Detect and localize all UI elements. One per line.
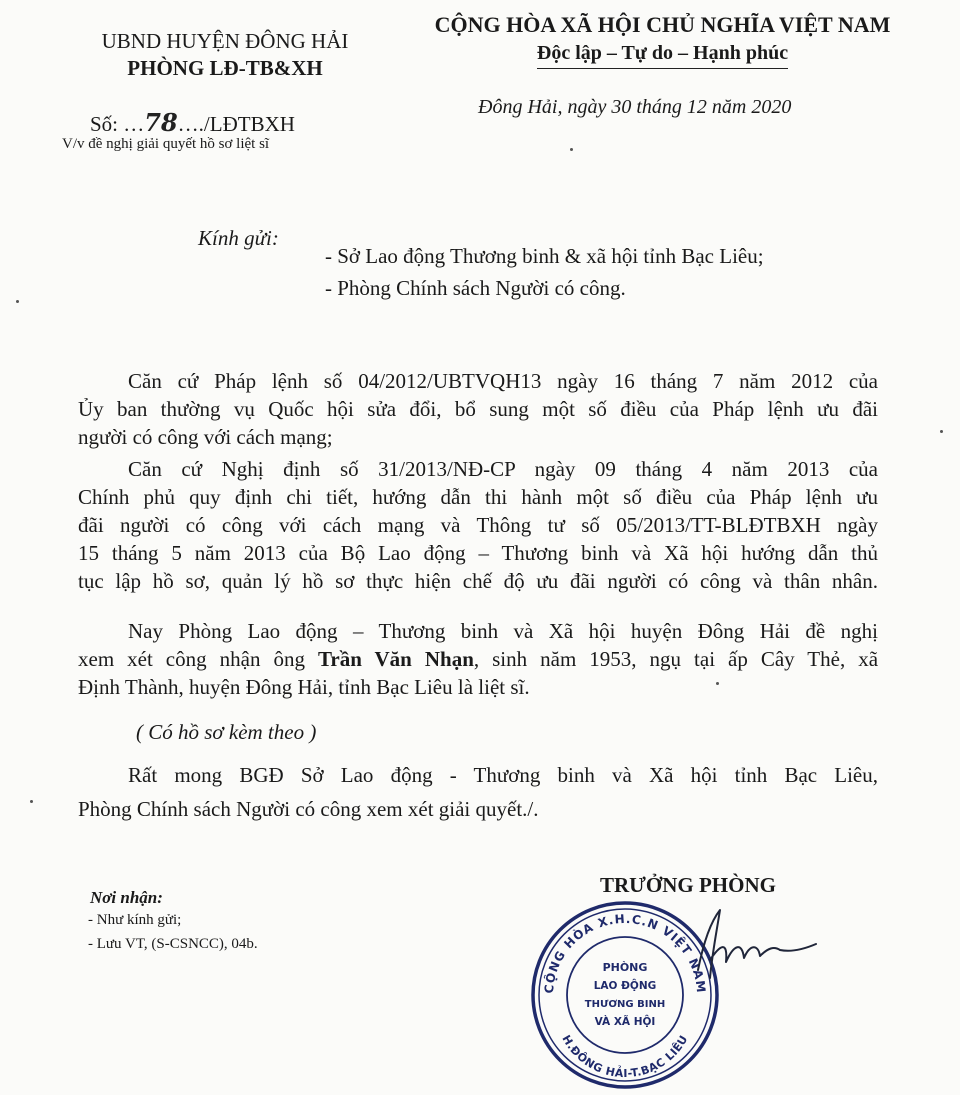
distribution-item: - Như kính gửi;: [88, 912, 182, 928]
paper-speck: [16, 300, 19, 303]
paper-speck: [570, 148, 573, 151]
body-line: Phòng Chính sách Người có công xem xét giải quyết./.: [78, 797, 539, 821]
attachment-note: ( Có hồ sơ kèm theo ): [136, 720, 317, 744]
paper-speck: [30, 800, 33, 803]
recipient-item: - Sở Lao động Thương binh & xã hội tỉnh Bạc Liêu;: [325, 244, 764, 268]
org-parent: UBND HUYỆN ĐÔNG HẢI: [101, 29, 349, 53]
body-line: Ủy ban thường vụ Quốc hội sửa đổi, bổ sung một số điều của Pháp lệnh ưu đãi: [78, 397, 878, 421]
recipients-label: Kính gửi:: [198, 226, 279, 250]
paper-speck: [940, 430, 943, 433]
honoree-name: Trần Văn Nhạn: [317, 647, 474, 671]
body-line: đãi người có công với cách mạng và Thông tư số 05/2013/TT-BLĐTBXH ngày: [78, 513, 878, 537]
seal-center-line: LAO ĐỘNG: [593, 980, 657, 992]
issuing-organization: [60, 28, 390, 82]
body-line: Định Thành, huyện Đông Hải, tỉnh Bạc Liêu là liệt sĩ.: [78, 675, 530, 699]
document-subject: V/v đề nghị giải quyết hồ sơ liệt sĩ: [62, 136, 270, 152]
seal-center-line: THƯƠNG BINH: [584, 999, 666, 1010]
body-line: Chính phủ quy định chi tiết, hướng dẫn thi hành một số điều của Pháp lệnh ưu: [78, 485, 878, 509]
signature-icon: [690, 900, 820, 990]
document-number: [90, 108, 295, 137]
distribution-label: Nơi nhận:: [90, 888, 163, 907]
body-line: [78, 646, 878, 673]
place-date: Đông Hải, ngày 30 tháng 12 năm 2020: [478, 96, 792, 118]
doc-number-suffix: …./LĐTBXH: [177, 112, 295, 136]
seal-center-line: VÀ XÃ HỘI: [594, 1016, 656, 1028]
national-heading: [405, 10, 920, 69]
nation-title: CỘNG HÒA XÃ HỘI CHỦ NGHĨA VIỆT NAM: [434, 12, 891, 37]
body-line: Nay Phòng Lao động – Thương binh và Xã hội huyện Đông Hải đề nghị: [128, 619, 878, 643]
seal-ring-text: CỘNG HÒA X.H.C.N VIỆT NAM: [541, 911, 709, 995]
text-segment: xem xét công nhận ông: [78, 647, 318, 671]
body-line: người có công với cách mạng;: [78, 425, 333, 449]
body-line: Rất mong BGĐ Sở Lao động - Thương binh và Xã hội tỉnh Bạc Liêu,: [128, 763, 878, 787]
distribution-item: - Lưu VT, (S-CSNCC), 04b.: [88, 936, 258, 952]
text-segment: , sinh năm 1953, ngụ tại ấp Cây Thẻ, xã: [473, 647, 879, 671]
doc-number-handwritten: 78: [144, 108, 178, 137]
recipient-item: - Phòng Chính sách Người có công.: [325, 276, 626, 300]
doc-number-prefix: Số: …: [90, 112, 145, 136]
body-line: 15 tháng 5 năm 2013 của Bộ Lao động – Thương binh và Xã hội hướng dẫn thủ: [78, 541, 878, 565]
paper-speck: [716, 682, 719, 685]
seal-ring-bottom-text: H.ĐÔNG HẢI-T.BẠC LIÊU: [559, 1032, 691, 1081]
seal-center-line: PHÒNG: [602, 961, 648, 974]
org-department: PHÒNG LĐ-TB&XH: [127, 56, 323, 80]
body-line: tục lập hồ sơ, quản lý hồ sơ thực hiện chế độ ưu đãi người có công và thân nhân.: [78, 569, 878, 593]
body-line: Căn cứ Pháp lệnh số 04/2012/UBTVQH13 ngày 16 tháng 7 năm 2012 của: [128, 369, 878, 393]
signer-title: TRƯỞNG PHÒNG: [600, 873, 776, 897]
national-motto: Độc lập – Tự do – Hạnh phúc: [537, 40, 788, 69]
body-line: Căn cứ Nghị định số 31/2013/NĐ-CP ngày 09 tháng 4 năm 2013 của: [128, 457, 878, 481]
